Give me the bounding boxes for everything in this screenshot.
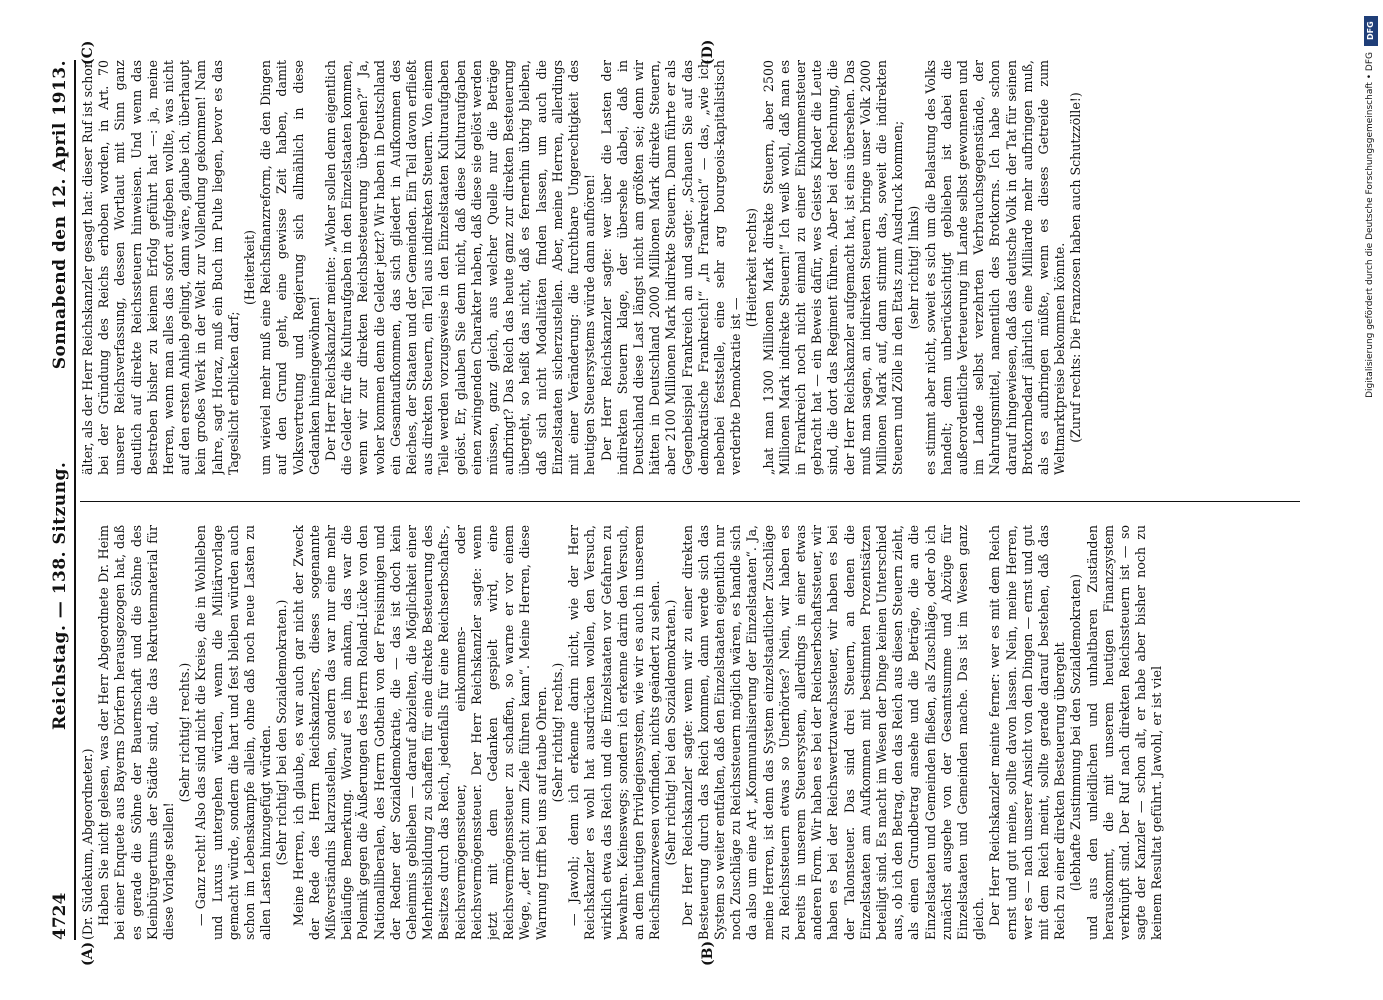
- paragraph: und aus den unleidlichen und unhaltbaren Zuständen herauskommt, die mit unserem heutigen Finanzsystem verknüpft sind. Der Ruf nach direkten Reichssteuern ist — so sagte der Kanzler — schon alt, er habe aber bisher noch zu keinem Resultat geführt. Jawohl, er ist viel: [1084, 525, 1165, 940]
- paragraph: um wieviel mehr muß eine Reichsfinanzreform, die den Dingen auf den Grund geht, eine gewisse Zeit haben, damit Volksvertretung und Regierung sich allmählich in diese Gedanken hineingewöhnen!: [258, 60, 322, 475]
- paragraph: Der Herr Reichskanzler meinte: „Woher sollen denn eigentlich die Gelder für die Kulturaufgaben in den Einzelstaaten kommen, wenn wir zur direkten Reichsbesteuerung übergehen?“ Ja, woher kommen denn die Gelder jetzt? Wir haben in Deutschland ein Gesamtaufkommen, das sich gliedert in Aufkommen des Reiches, der Staaten und der Gemeinden. Ein Teil davon erfließt aus direkten Steuern, ein Teil aus indirekten Steuern. Von einem Teile werden vorzugsweise in den Einzelstaaten Kulturaufgaben gelöst. Er, glauben Sie denn nicht, daß diese Kulturaufgaben einen zwingenden Charakter haben, daß diese sie gelöst werden müssen, ganz gleich, aus welcher Quelle nur die Beträge aufbringt? Das Reich das heute ganz zur direkten Besteuerung übergeht, so heißt das nicht, daß es fernerhin übrig bleiben, daß sich nicht Modalitäten finden lassen, um auch die Einzelstaaten sicherzustellen. Aber, meine Herren, allerdings mit einer Veränderung: die furchtbare Ungerechtigkeit des heutigen Steuersystems würde dann aufhören!: [323, 60, 598, 475]
- margin-marker-d: (D): [700, 39, 716, 65]
- session-title: Reichstag. — 138. Sitzung.: [50, 461, 70, 730]
- paragraph: es stimmt aber nicht, soweit es sich um die Belastung des Volks handelt; denn unberücksichtigt geblieben ist dabei die außerordentliche Verteuerung im Lande selbst gewonnenen und im Lande selbst verzehrten Verbrauchsgegenstände, der Nahrungsmittel, namentlich des Brotkorns. Ich habe schon darauf hingewiesen, daß das deutsche Volk in der Tat für seinen Brotkornbedarf jährlich eine Milliarde mehr aufbringen muß, als es aufbringen müßte, wenn es dieses Getreide zum Weltmarktpreise bekommen könnte.: [922, 60, 1068, 475]
- interjection: (Sehr richtig! bei den Sozialdemokraten.): [274, 599, 290, 866]
- newspaper-page: [40, 30, 1340, 970]
- interjection: (lebhafte Zustimmung bei den Sozialdemokraten): [1068, 573, 1084, 892]
- paragraph: Haben Sie nicht gelesen, was der Herr Abgeordnete Dr. Heim bei einer Enquete aus Bayerns Dörfern herausgezogen hat, daß es gerade die Söhne der Bauernschaft und die Söhne des Kleinbürgertums der Städte sind, die das Rekrutenmaterial für diese Vorlage stellen!: [96, 525, 177, 940]
- interjection: (Sehr richtig! rechts.): [177, 662, 193, 803]
- left-column: [80, 525, 1310, 940]
- margin-marker-c: (C): [80, 40, 96, 65]
- interjection: (Sehr richtig! rechts.): [549, 662, 565, 803]
- interjection: (sehr richtig! links): [906, 205, 922, 330]
- interjection: (Sehr richtig! bei den Sozialdemokraten.): [663, 599, 679, 866]
- interjection: (Heiterkeit): [242, 230, 258, 305]
- paragraph: Der Herr Reichskanzler meinte ferner: wer es mit dem Reich ernst und gut meine, sollte davon lassen. Nein, meine Herren, wer es — nach unserer Ansicht von den Dingen — ernst und gut mit dem Reich meint, sollte gerade darauf bestehen, daß das Reich zu einer direkten Besteuerung übergeht: [987, 525, 1068, 940]
- paragraph: — Ganz recht! Also das sind nicht die Kreise, die in Wohlleben und Luxus untergehen würden, wenn die Militärvorlage gemacht würde, sondern die hart und fest bleiben würden auch schon im Lebenskampfe allein, ohne daß noch neue Lasten zu allen Lasten hinzugefügt würden.: [193, 525, 274, 940]
- page-number: 4724: [50, 892, 70, 940]
- speaker-line: (Dr. Südekum, Abgeordneter.): [80, 748, 95, 940]
- paragraph: Der Herr Reichskanzler sagte: wer über die Lasten der indirekten Steuern klage, der übersehe dabei, daß in Deutschland diese Last längst nicht am größten sei; denn wir hätten in Deutschland 2000 Millionen Mark direkte Steuern, aber 2100 Millionen Mark indirekte Steuern. Dann führte er als Gegenbeispiel Frankreich an und sagte: „Schauen Sie auf das demokratische Frankreich!“ „In Frankreich“ — das, „wie ich nebenbei feststelle, eine sehr arg bourgeois-kapitalistisch verderbte Demokratie ist —: [598, 60, 744, 475]
- margin-marker-a: (A): [80, 941, 96, 966]
- paragraph: „hat man 1300 Millionen Mark direkte Steuern, aber 2500 Millionen Mark indirekte Steuern!“ Ich weiß wohl, daß man es in Frankreich noch nicht einmal zu einer Einkommensteuer gebracht hat — ein Beweis dafür, wes Geistes Kinder die Leute sind, die dort das Regiment führen. Aber bei der Rechnung, die der Herr Reichskanzler aufgemacht hat, ist eins übersehen. Das muß man sagen, an indirekten Steuern bringe unser Volk 2000 Millionen Mark auf, dann stimmt das, soweit die indirekten Steuern und Zölle in den Etats zum Ausdruck kommen;: [760, 60, 906, 475]
- page-header: [48, 60, 76, 940]
- credit-text: Digitalisierung gefördert durch die Deutsche Forschungsgemeinschaft • DFG: [1365, 52, 1375, 398]
- digitization-credit: [1362, 10, 1382, 990]
- interjection: (Heiterkeit rechts): [744, 207, 760, 328]
- paragraph: Meine Herren, ich glaube, es war auch gar nicht der Zweck der Rede des Herrn Reichskanzlers, dieses sogenannte Mißverständnis klarzustellen, sondern das war nur eine mehr beiläufige Bemerkung. Worauf es ihm ankam, das war die Polemik gegen die Äußerungen des Herrn Roland-Lücke von den Nationalliberalen, des Herrn Gothein von der Freisinnigen und der Redner der Sozialdemokratie, die — das ist doch kein Geheimnis geblieben — darauf abzielten, die Möglichkeit einer Mehrheitsbildung zu schaffen für eine direkte Besteuerung des Besitzes durch das Reich, jedenfalls für eine Reichserbschafts-, Reichsvermögenssteuer, einkommens- oder Reichsvermögenssteuer. Der Herr Reichskanzler sagte: wenn jetzt mit dem Gedanken gespielt wird, eine Reichsvermögenssteuer zu schaffen, so warne er vor einem Wege, „der nicht zum Ziele führen kann“. Meine Herren, diese Warnung trifft bei uns auf taube Ohren.: [290, 525, 549, 940]
- paragraph: Der Herr Reichskanzler sagte: wenn wir zu einer direkten Besteuerung durch das Reich kommen, dann werde sich das System so weiter entfalten, daß den Einzelstaaten eigentlich nur noch Zuschläge zu Reichssteuern möglich wären, es handle sich da also um eine Art „Kommunalisierung der Einzelstaaten“. Ja, meine Herren, ist denn das System einzelstaatlicher Zuschläge zu Reichssteuern etwas so Unerhörtes? Nein, wir haben es bereits in unserem Steuersystem, allerdings in einer etwas anderen Form. Wir haben es bei der Reichserbschaftssteuer, wir haben es bei der Reichswertzuwachssteuer, wir haben es bei der Talonsteuer. Das sind drei Steuern, an denen die Einzelstaaten am Aufkommen mit bestimmten Prozentsätzen beteiligt sind. Es macht im Wesen der Dinge keinen Unterschied aus, ob ich den Betrag, den das Reich aus diesen Steuern zieht, als einen Grundbetrag ansehe und die Beträge, die an die Einzelstaaten und Gemeinden fließen, als Zuschläge, oder ob ich zunächst ausgehe von der Gesamtsumme und Abzüge für Einzelstaaten und Gemeinden mache. Das ist im Wesen ganz gleich.: [679, 525, 987, 940]
- right-column: [80, 60, 1310, 475]
- session-date: Sonnabend den 12. April 1913.: [50, 60, 70, 370]
- interjection: (Zuruf rechts: Die Franzosen haben auch Schutzzölle!): [1068, 92, 1084, 443]
- paragraph: — Jawohl; denn ich erkenne darin nicht, wie der Herr Reichskanzler es wohl hat ausdrücken wollen, den Versuch, wirklich etwa das Reich und die Einzelstaaten vor Gefahren zu bewahren. Keineswegs; sondern ich erkenne darin den Versuch, an dem heutigen Privilegiensystem, wie wir es auch in unserem Reichsfinanzwesen vorfinden, nichts geändert zu sehen.: [566, 525, 663, 940]
- paragraph: älter, als der Herr Reichskanzler gesagt hat: dieser Ruf ist schon bei der Gründung des Reichs erhoben worden, in Art. 70 unserer Reichsverfassung, dessen Wortlaut mit Sinn ganz deutlich auf direkte Reichssteuern hinweisen. Und wenn das Bestreben bisher zu keinem Erfolg geführt hat —: ja, meine Herren, wenn man alles das sofort aufgeben wollte, was nicht auf den ersten Anhieb gelingt, dann wäre, glaube ich, überhaupt kein großes Werk in der Welt zur Vollendung gekommen! Nam Jahre, sagt Horaz, muß ein Buch im Pulte liegen, bevor es das Tageslicht erblicken darf;: [80, 60, 241, 475]
- column-divider: [80, 501, 1300, 502]
- dfg-logo: DFG: [1364, 16, 1378, 46]
- margin-marker-b: (B): [700, 940, 716, 966]
